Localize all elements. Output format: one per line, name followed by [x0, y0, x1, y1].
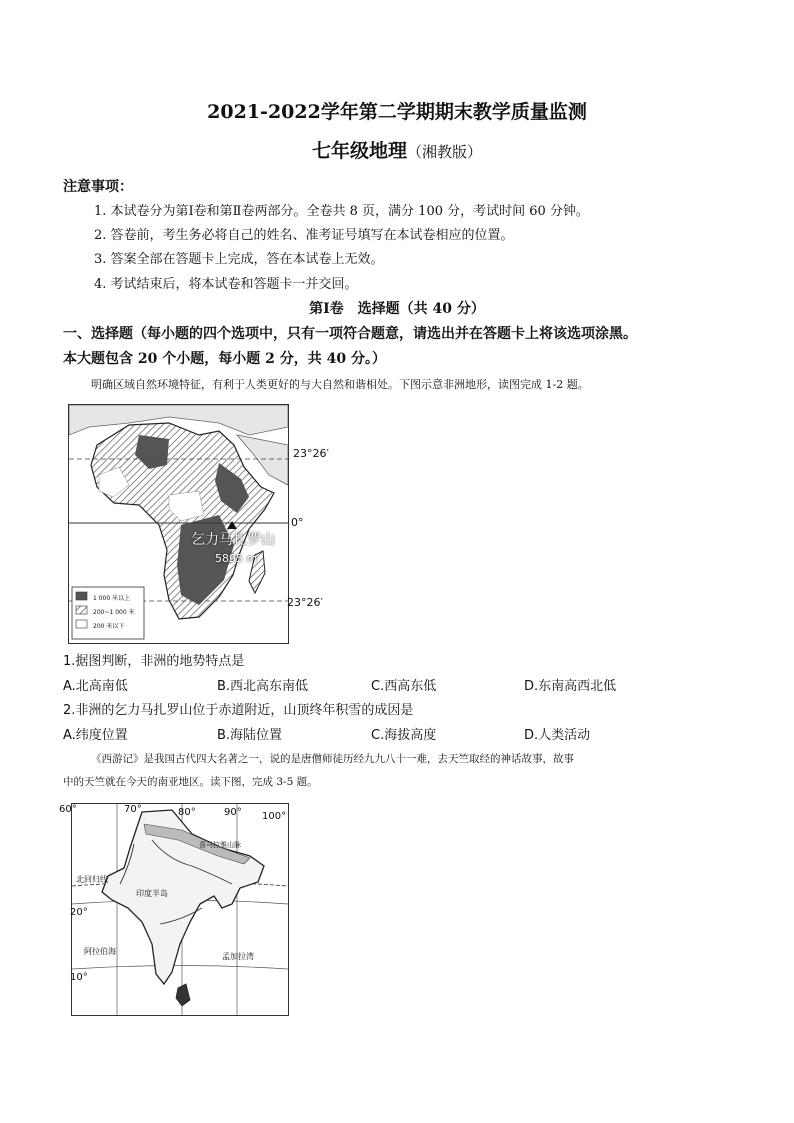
subject-line [0, 136, 794, 163]
edition-label: （湘教版） [407, 143, 483, 161]
lat-label: 20° [70, 907, 88, 918]
notice-item: 1. 本试卷分为第Ⅰ卷和第Ⅱ卷两部分。全卷共 8 页，满分 100 分，考试时间 60 分钟。 [94, 204, 589, 219]
option: D.人类活动 [524, 728, 591, 743]
label-arabian-sea: 阿拉伯海 [84, 947, 116, 956]
label-tropic: 北回归线 [76, 875, 108, 884]
group2-intro: 《西游记》是我国古代四大名著之一，说的是唐僧师徒历经九九八十一难，去天竺取经的神话故事，故事 [91, 753, 574, 765]
legend-item: 1 000 米以上 [93, 595, 131, 602]
legend-item: 200 米以下 [93, 623, 125, 630]
notice-item: 3. 答案全部在答题卡上完成，答在本试卷上无效。 [94, 252, 384, 267]
subject-title: 七年级地理 [311, 140, 407, 162]
option: A.纬度位置 [63, 728, 128, 743]
option: B.西北高东南低 [217, 679, 309, 694]
notice-item: 2. 答卷前，考生务必将自己的姓名、准考证号填写在本试卷相应的位置。 [94, 228, 514, 243]
mountain-height: 5895 m [215, 552, 258, 565]
group1-intro: 明确区域自然环境特征，有利于人类更好的与大自然和谐相处。下图示意非洲地形，读图完成 1-2 题。 [91, 378, 589, 391]
option: C.西高东低 [371, 679, 437, 694]
south-asia-map-graphic [72, 804, 288, 1015]
group2-intro: 中的天竺就在今天的南亚地区。读下图，完成 3-5 题。 [63, 776, 318, 788]
legend-item: 200~1 000 米 [93, 609, 135, 616]
label-bay-of-bengal: 孟加拉湾 [222, 952, 254, 961]
section-title: 第Ⅰ卷 选择题（共 40 分） [309, 301, 485, 317]
south-asia-map [59, 803, 289, 1016]
section-instruction: 一、选择题（每小题的四个选项中，只有一项符合题意，请选出并在答题卡上将该选项涂黑。 [63, 326, 637, 342]
section-instruction: 本大题包含 20 个小题，每小题 2 分，共 40 分。） [63, 351, 386, 367]
lat-label-bottom: 23°26′ [287, 596, 323, 609]
lon-label: 100° [262, 811, 287, 822]
notice-heading: 注意事项： [63, 179, 133, 195]
label-himalaya: 喜马拉雅山脉 [199, 841, 241, 849]
exam-title: 2021-2022学年第二学期期末教学质量监测 [207, 101, 587, 123]
option: B.海陆位置 [217, 728, 283, 743]
lon-label: 70° [124, 804, 142, 815]
lon-label: 60° [59, 804, 77, 815]
lat-label-equator: 0° [291, 516, 304, 529]
option: D.东南高西北低 [524, 679, 617, 694]
label-peninsula: 印度半岛 [136, 889, 168, 898]
option: C.海拔高度 [371, 728, 437, 743]
question-stem: 1.据图判断，非洲的地势特点是 [63, 654, 245, 669]
lat-label: 10° [70, 972, 88, 983]
mountain-name: 乞力马扎罗山 [191, 532, 275, 548]
lat-label-top: 23°26′ [293, 447, 329, 460]
notice-item: 4. 考试结束后，将本试卷和答题卡一并交回。 [94, 277, 358, 292]
africa-map [68, 404, 329, 644]
option: A.北高南低 [63, 679, 128, 694]
lon-label: 90° [224, 807, 242, 818]
lon-label: 80° [178, 807, 196, 818]
question-stem: 2.非洲的乞力马扎罗山位于赤道附近，山顶终年积雪的成因是 [63, 703, 414, 718]
